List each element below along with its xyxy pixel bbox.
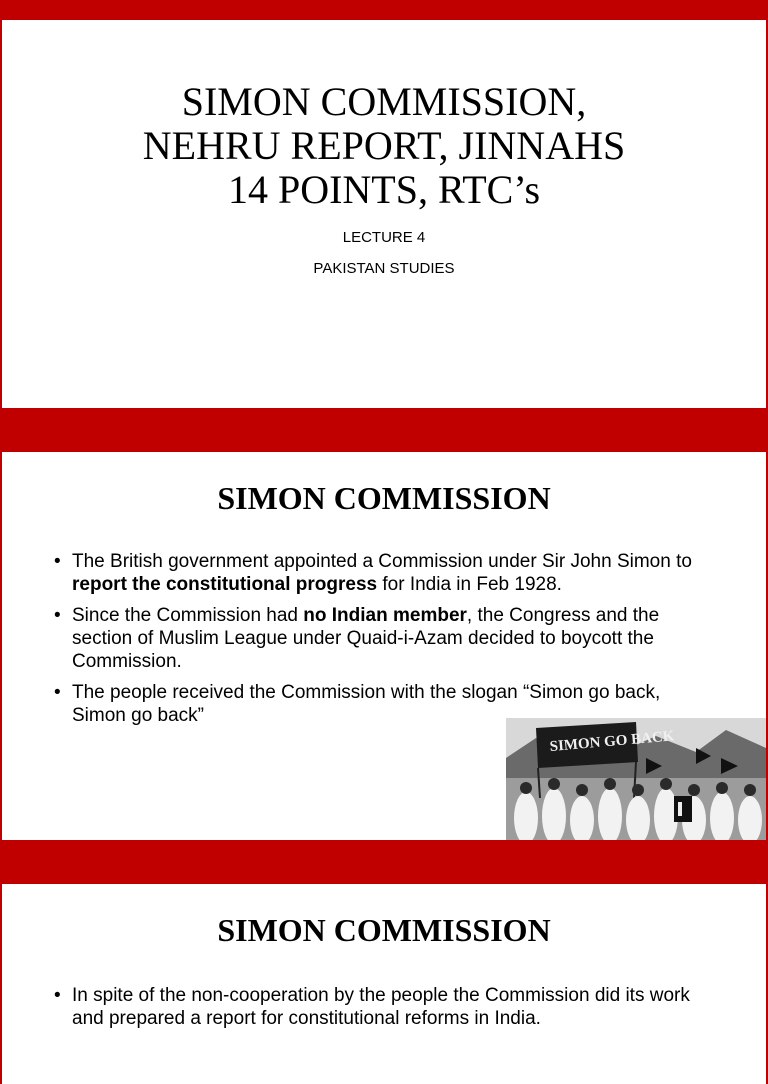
presentation-title (2, 80, 766, 212)
slide-heading: SIMON COMMISSION (217, 480, 551, 516)
bullet-dot: • (54, 551, 61, 572)
bullet-dot: • (54, 682, 61, 703)
title-line-2: NEHRU REPORT, JINNAHS (142, 123, 626, 168)
title-slide (2, 20, 766, 408)
title-line-3: 14 POINTS, RTC’s (227, 167, 541, 212)
course-label: PAKISTAN STUDIES (313, 260, 455, 277)
bullet-list (54, 984, 714, 1038)
bullet-list (54, 550, 714, 735)
bullet-text: Since the Commission had (72, 605, 304, 626)
bullet-item (54, 550, 714, 596)
bullet-item (54, 984, 714, 1030)
bullet-text: The British government appointed a Commission under Sir John Simon to (72, 551, 692, 572)
slide-heading: SIMON COMMISSION (217, 912, 551, 948)
title-line-1: SIMON COMMISSION, (181, 79, 587, 124)
content-slide-simon-commission-continued (2, 884, 766, 1084)
content-slide-simon-commission (2, 452, 766, 840)
photo-banner-text: SIMON GO BACK (549, 728, 676, 756)
bullet-text: for India in Feb 1928. (377, 574, 562, 595)
protest-photo-illustration (506, 718, 766, 840)
bullet-dot: • (54, 605, 61, 626)
protest-photo (506, 718, 766, 840)
bullet-text: The people received the Commission with the slogan “Simon go back, Simon go back” (72, 682, 661, 726)
bullet-text: , the Congress and the section of Muslim League under Quaid-i-Azam decided to boycott the Commission. (72, 605, 660, 672)
bullet-item (54, 604, 714, 673)
bullet-emphasis: no Indian member (303, 605, 467, 626)
bullet-emphasis: report the constitutional progress (72, 574, 378, 595)
bullet-dot: • (54, 985, 61, 1006)
lecture-label: LECTURE 4 (342, 229, 426, 246)
bullet-text: In spite of the non-cooperation by the people the Commission did its work and prepared a report for constitutional reforms in India. (72, 985, 690, 1029)
